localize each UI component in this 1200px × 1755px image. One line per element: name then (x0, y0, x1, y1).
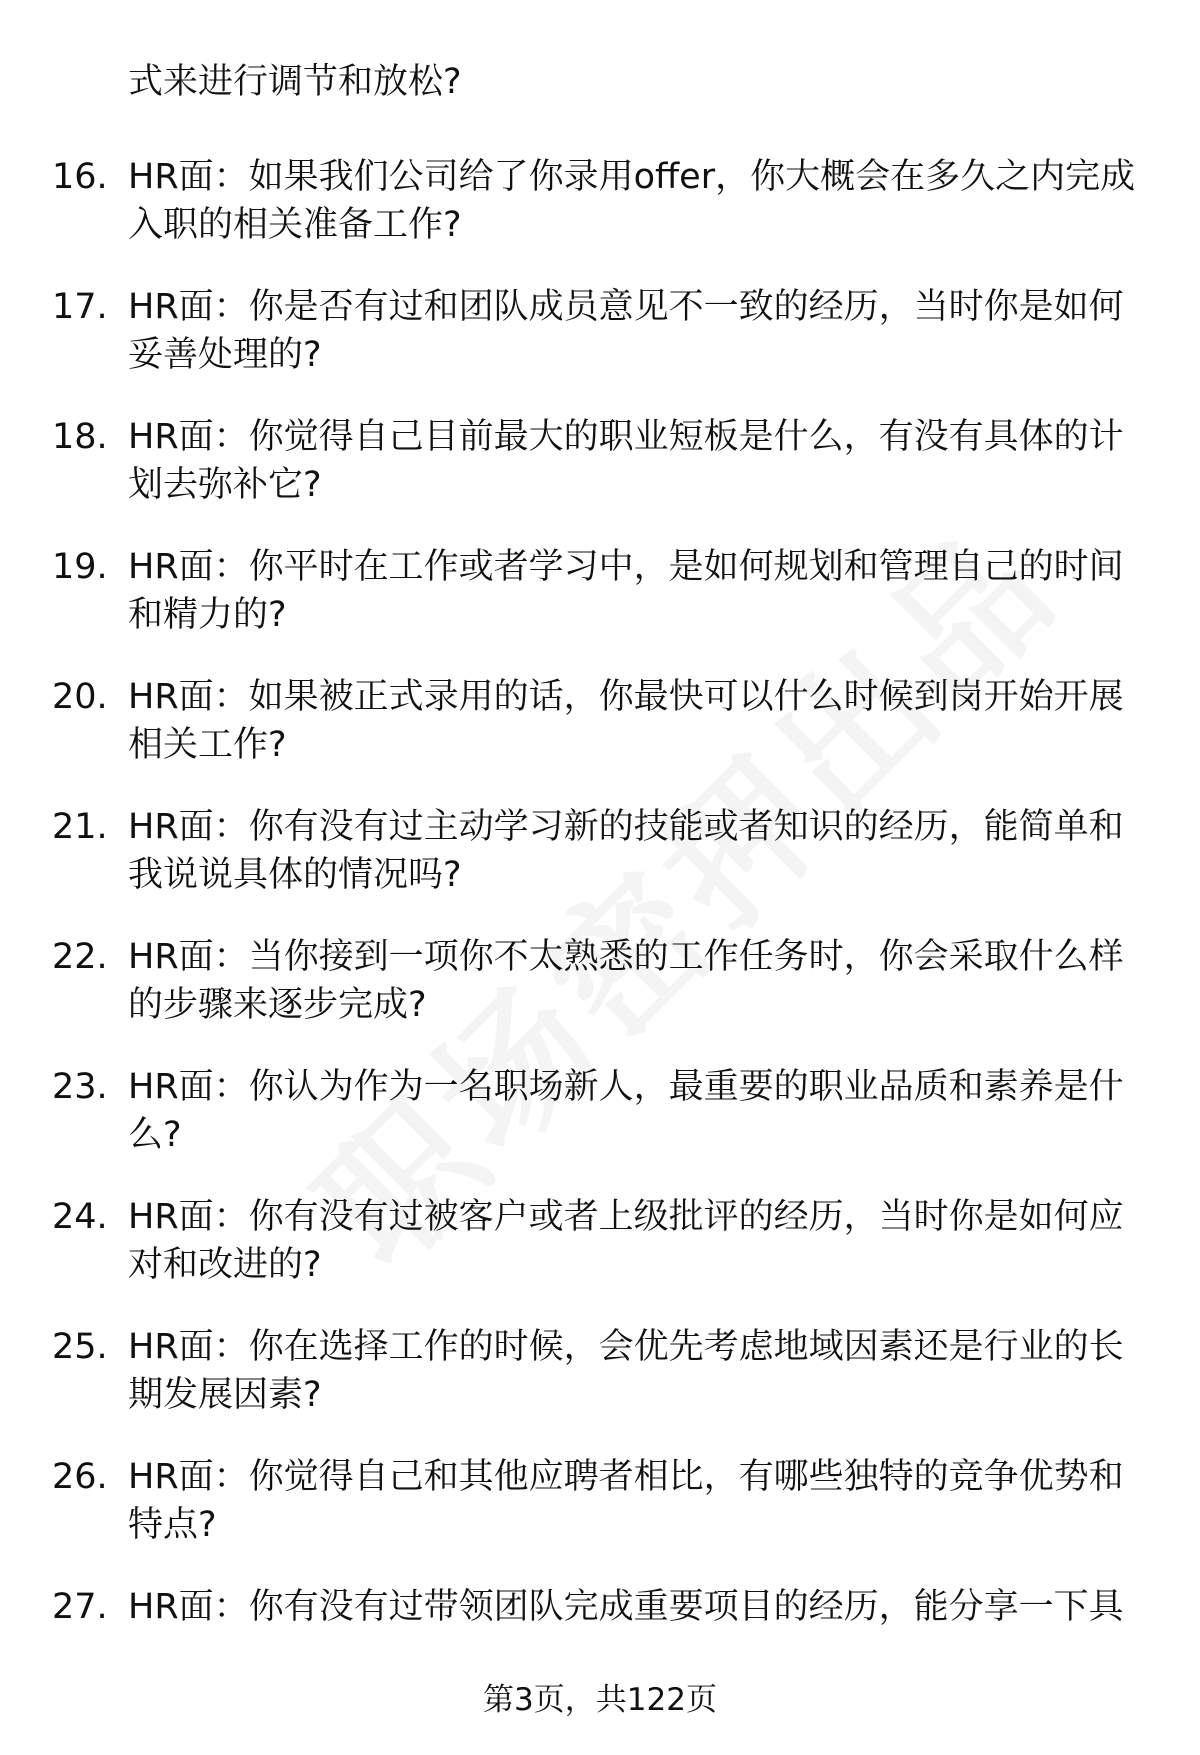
question-text: HR面：你有没有过被客户或者上级批评的经历，当时你是如何应对和改进的? (128, 1197, 1124, 1285)
question-list (0, 153, 1200, 1713)
continuation-text: 式来进行调节和放松? (128, 62, 462, 102)
page-footer: 第3页，共122页 (483, 1682, 717, 1718)
question-item (0, 803, 1200, 933)
question-item (0, 1323, 1200, 1453)
question-text: HR面：你觉得自己和其他应聘者相比，有哪些独特的竞争优势和特点? (128, 1457, 1124, 1545)
question-text: HR面：你有没有过带领团队完成重要项目的经历，能分享一下具 (128, 1587, 1124, 1627)
question-number: 26. (52, 1457, 108, 1497)
question-item (0, 1193, 1200, 1323)
question-number: 19. (52, 547, 108, 587)
question-number: 21. (52, 807, 108, 847)
question-number: 18. (52, 417, 108, 457)
question-item (0, 1453, 1200, 1583)
question-number: 20. (52, 677, 108, 717)
question-text: HR面：你认为作为一名职场新人，最重要的职业品质和素养是什么? (128, 1067, 1124, 1155)
question-text: HR面：你是否有过和团队成员意见不一致的经历，当时你是如何妥善处理的? (128, 287, 1124, 375)
question-number: 25. (52, 1327, 108, 1367)
question-number: 17. (52, 287, 108, 327)
question-item (0, 1063, 1200, 1193)
question-text: HR面：你在选择工作的时候，会优先考虑地域因素还是行业的长期发展因素? (128, 1327, 1124, 1415)
question-item (0, 153, 1200, 283)
question-number: 23. (52, 1067, 108, 1107)
question-text: HR面：你平时在工作或者学习中，是如何规划和管理自己的时间和精力的? (128, 547, 1124, 635)
question-number: 27. (52, 1587, 108, 1627)
question-item (0, 933, 1200, 1063)
question-text: HR面：如果被正式录用的话，你最快可以什么时候到岗开始开展相关工作? (128, 677, 1124, 765)
question-item (0, 673, 1200, 803)
question-item (0, 543, 1200, 673)
question-text: HR面：你有没有过主动学习新的技能或者知识的经历，能简单和我说说具体的情况吗? (128, 807, 1124, 895)
question-item (0, 413, 1200, 543)
question-text: HR面：你觉得自己目前最大的职业短板是什么，有没有具体的计划去弥补它? (128, 417, 1124, 505)
question-number: 24. (52, 1197, 108, 1237)
question-text: HR面：当你接到一项你不太熟悉的工作任务时，你会采取什么样的步骤来逐步完成? (128, 937, 1124, 1025)
question-number: 16. (52, 157, 108, 197)
question-number: 22. (52, 937, 108, 977)
question-text: HR面：如果我们公司给了你录用offer，你大概会在多久之内完成入职的相关准备工作? (128, 157, 1136, 245)
question-item (0, 283, 1200, 413)
